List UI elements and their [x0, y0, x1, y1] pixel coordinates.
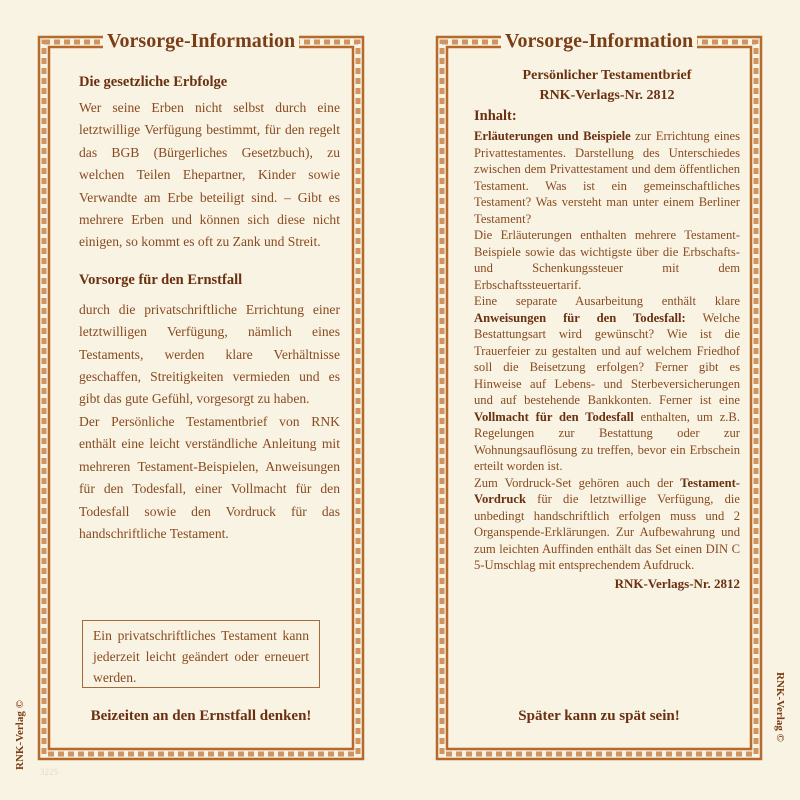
print-code: 3225	[40, 767, 58, 777]
footer-slogan: Beizeiten an den Ernstfall denken!	[90, 708, 312, 724]
para-vorsorge: durch die privatschriftliche Errichtung einer letztwilligen Verfügung, nämlich eines Testaments, werden klare Verhältnisse geschaffen, Streitigkeiten vermieden und es gibt das gute Gefühl, vorgesorgt zu haben.	[79, 301, 340, 407]
panel-title: Vorsorge-Information	[434, 30, 764, 53]
note-box: Ein privatschriftliches Testament kann jederzeit leicht geändert oder erneuert werden.	[82, 620, 320, 688]
subtitle-testamentbrief: Persönlicher Testamentbrief	[522, 68, 692, 83]
text-erlaeuterungen: zur Errichtung eines Privattestamentes. Darstellung des Unterschiedes zwischen dem Privattestament und dem öffentlichen Testament. Was ist ein gemeinschaftliches Testament? Was versteht man unter einem Berliner Testament?	[474, 129, 740, 226]
para-vordruck	[474, 475, 740, 574]
para-erbfolge: Wer seine Erben nicht selbst durch eine letztwillige Verfügung bestimmt, für den regelt das BGB (Bürgerliches Gesetzbuch), zu welchen Teilen Ehepartner, Kinder sowie Verwandte am Erbe beteiligt sind. – Gibt es mehrere Erben und können sich diese nicht einigen, so kommt es oft zu Zank und Streit.	[79, 100, 340, 250]
para-beispiele: Die Erläuterungen enthalten mehrere Testament-Beispiele sowie das wichtigste über die Erbschafts- und Schenkungssteuer mit dem Erbschaftssteuertarif.	[474, 228, 740, 292]
para-testamentbrief: Der Persönliche Testamentbrief von RNK enthält eine leicht verständliche Anleitung mit mehreren Testament-Beispielen, Anweisungen für den Todesfall, einer Vollmacht für den Todesfall sowie den Vordruck für das handschriftliche Testament.	[79, 413, 340, 541]
right-panel	[434, 30, 764, 762]
left-panel	[36, 30, 366, 762]
heading-inhalt: Inhalt:	[474, 108, 517, 124]
text-vordruck-b: für die letztwillige Verfügung, die unbedingt handschriftlich erfolgen muss und 2 Organspende-Erklärungen. Zur Aufbewahrung und zum leichten Auffinden enthält das Set einen DIN C 5-Umschlag mit entsprechendem Aufdruck.	[474, 492, 740, 572]
text-anweisungen-c: enthalten, um z.B. Regelungen zur Bestattung oder zur Wohnungsauflösung zu treffen, bevor ein Erbschein erteilt worden ist.	[474, 409, 740, 473]
right-content	[474, 66, 740, 592]
para-anweisungen	[474, 293, 740, 475]
left-content	[79, 72, 340, 545]
bold-erlaeuterungen: Erläuterungen und Beispiele	[474, 129, 631, 143]
heading-erbfolge: Die gesetzliche Erbfolge	[79, 74, 228, 90]
publisher-mark-left: RNK-Verlag ©	[14, 700, 26, 770]
heading-vorsorge: Vorsorge für den Ernstfall	[79, 271, 243, 288]
footer-slogan: Später kann zu spät sein!	[518, 708, 680, 724]
panel-title: Vorsorge-Information	[36, 30, 366, 53]
para-erlaeuterungen	[474, 128, 740, 227]
text-anweisungen-a: Eine separate Ausarbeitung enthält klare	[474, 294, 740, 308]
publisher-mark-right: RNK-Verlag ©	[774, 672, 786, 742]
reference-number: RNK-Verlags-Nr. 2812	[614, 575, 740, 591]
text-vordruck-a: Zum Vordruck-Set gehören auch der	[474, 475, 681, 490]
subtitle-verlagsnr: RNK-Verlags-Nr. 2812	[539, 88, 675, 103]
bold-vollmacht: Vollmacht für den Todesfall	[474, 409, 634, 424]
bold-vordruck: Testament- Vordruck	[474, 475, 740, 506]
bold-anweisungen: Anweisungen für den Todesfall:	[474, 310, 686, 325]
text-anweisungen-b: Welche Bestattungsart wird gewünscht? Wie ist die Trauerfeier zu gestalten und auf welchem Friedhof soll die Beisetzung erfolgen? Ferner gibt es Hinweise auf Lebens- und Sterbeversicherungen und auf bestehende Bankkonten. Ferner ist eine	[474, 310, 740, 407]
